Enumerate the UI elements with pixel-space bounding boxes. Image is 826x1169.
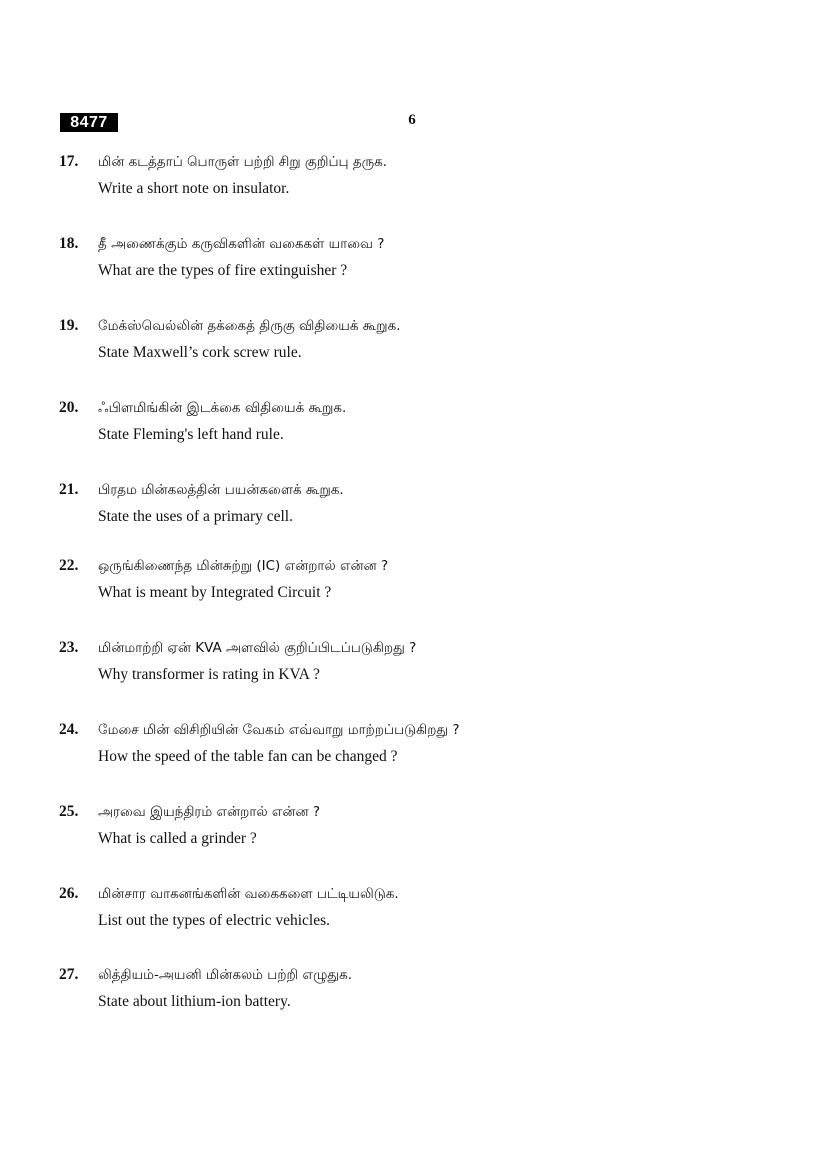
question-text-tamil: தீ அணைக்கும் கருவிகளின் வகைகள் யாவை ? — [98, 236, 385, 252]
question-item — [59, 397, 779, 457]
question-text-english: State Fleming's left hand rule. — [98, 426, 284, 443]
question-number: 20. — [59, 399, 79, 416]
question-item — [59, 479, 779, 539]
paper-code-badge: 8477 — [60, 113, 118, 132]
question-number: 23. — [59, 639, 79, 656]
question-text-english: Why transformer is rating in KVA ? — [98, 666, 320, 683]
question-item — [59, 233, 779, 293]
question-text-english: State the uses of a primary cell. — [98, 508, 293, 525]
question-text-english: What is called a grinder ? — [98, 830, 257, 847]
question-number: 25. — [59, 803, 79, 820]
question-number: 18. — [59, 235, 79, 252]
question-text-tamil: அரவை இயந்திரம் என்றால் என்ன ? — [98, 804, 321, 820]
question-text-tamil: ஒருங்கிணைந்த மின்சுற்று (IC) என்றால் என்ன ? — [98, 558, 389, 574]
question-number: 17. — [59, 153, 79, 170]
question-text-english: Write a short note on insulator. — [98, 180, 290, 197]
question-text-tamil: பிரதம மின்கலத்தின் பயன்களைக் கூறுக. — [98, 482, 344, 498]
question-text-tamil: மேசை மின் விசிறியின் வேகம் எவ்வாறு மாற்றப்படுகிறது ? — [98, 722, 460, 738]
question-text-english: What are the types of fire extinguisher ? — [98, 262, 348, 279]
question-text-tamil: லித்தியம்-அயனி மின்கலம் பற்றி எழுதுக. — [98, 967, 353, 983]
question-item — [59, 315, 779, 375]
question-text-tamil: மின் கடத்தாப் பொருள் பற்றி சிறு குறிப்பு தருக. — [98, 154, 388, 170]
question-item — [59, 883, 779, 943]
question-number: 22. — [59, 557, 79, 574]
question-number: 24. — [59, 721, 79, 738]
question-number: 21. — [59, 481, 79, 498]
question-text-english: List out the types of electric vehicles. — [98, 912, 330, 929]
page-number: 6 — [408, 112, 416, 128]
question-number: 19. — [59, 317, 79, 334]
question-text-tamil: மின்சார வாகனங்களின் வகைகளை பட்டியலிடுக. — [98, 886, 399, 902]
question-item — [59, 555, 779, 615]
question-item — [59, 637, 779, 697]
question-text-tamil: ஃபிளமிங்கின் இடக்கை விதியைக் கூறுக. — [98, 400, 347, 416]
question-text-english: How the speed of the table fan can be changed ? — [98, 748, 398, 765]
question-text-english: What is meant by Integrated Circuit ? — [98, 584, 332, 601]
question-text-tamil: மின்மாற்றி ஏன் KVA அளவில் குறிப்பிடப்படுகிறது ? — [98, 640, 417, 656]
question-text-tamil: மேக்ஸ்வெல்லின் தக்கைத் திருகு விதியைக் கூறுக. — [98, 318, 401, 334]
question-item — [59, 801, 779, 861]
question-item — [59, 151, 779, 211]
question-text-english: State about lithium-ion battery. — [98, 993, 291, 1010]
question-text-english: State Maxwell’s cork screw rule. — [98, 344, 302, 361]
question-number: 26. — [59, 885, 79, 902]
question-item — [59, 719, 779, 779]
question-item — [59, 964, 779, 1024]
question-number: 27. — [59, 966, 79, 983]
